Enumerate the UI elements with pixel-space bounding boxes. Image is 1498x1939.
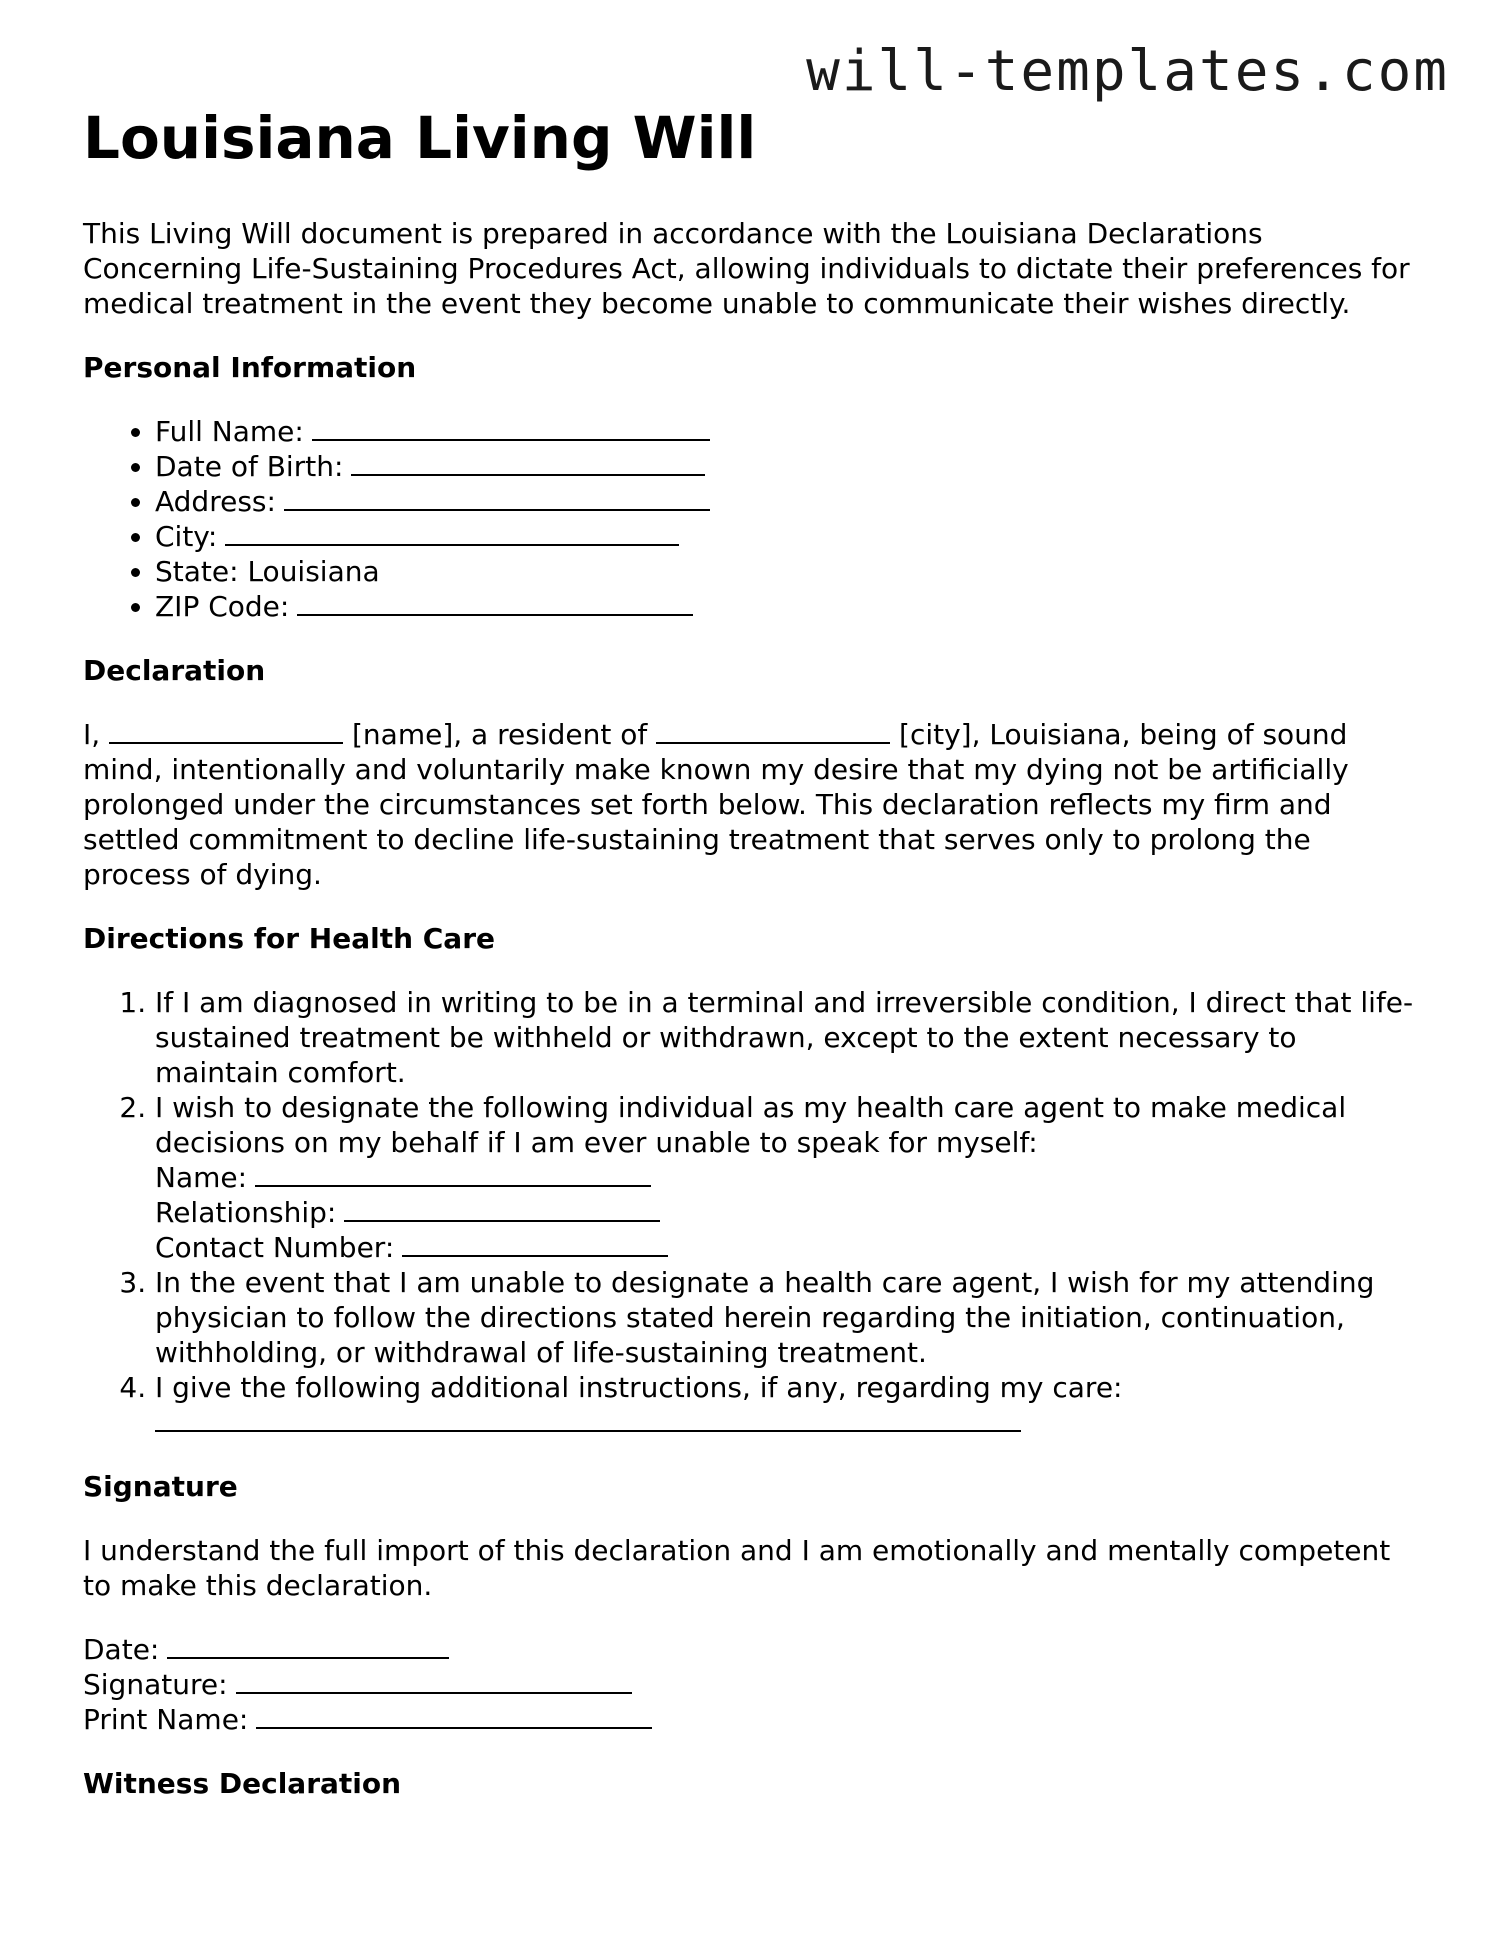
directions-heading: Directions for Health Care	[83, 922, 496, 955]
signature-date-field[interactable]	[167, 1656, 449, 1659]
declaration-paragraph: I, [name], a resident of [city], Louisiana, being of sound mind, intentionally and voluntarily make known my desire that my dying not be artificially prolonged under the circumstances set forth below. This declaration reflects my firm and settled commitment to decline life-sustaining treatment that serves only to prolong the process of dying.	[83, 718, 1349, 891]
signature-row: Signature:	[83, 1667, 1423, 1702]
list-item-zip: • ZIP Code:	[155, 589, 1423, 624]
list-item-state: • State: Louisiana	[155, 554, 1423, 589]
document-title: Louisiana Living Will	[83, 104, 757, 172]
direction-item-2: 2. I wish to designate the following individual as my health care agent to make medical decisions on my behalf if I am ever unable to speak for myself: Name: Relationship: Contact Number:	[155, 1090, 1423, 1265]
personal-info-list	[83, 414, 1423, 624]
agent-relationship-row: Relationship:	[155, 1195, 1423, 1230]
agent-name-field[interactable]	[255, 1184, 651, 1187]
agent-relationship-field[interactable]	[344, 1219, 660, 1222]
print-name-row: Print Name:	[83, 1702, 1423, 1737]
list-item-city: • City:	[155, 519, 1423, 554]
address-field[interactable]	[284, 508, 710, 511]
additional-instructions-row	[155, 1405, 1423, 1440]
signature-date-row: Date:	[83, 1632, 1423, 1667]
declarant-name-field[interactable]	[109, 741, 343, 744]
print-name-field[interactable]	[256, 1726, 652, 1729]
city-field[interactable]	[225, 543, 679, 546]
directions-list	[83, 985, 1423, 1440]
list-item-full-name: • Full Name:	[155, 414, 1423, 449]
personal-info-heading: Personal Information	[83, 351, 417, 384]
agent-name-row: Name:	[155, 1160, 1423, 1195]
agent-contact-field[interactable]	[402, 1254, 668, 1257]
direction-item-1: 1. If I am diagnosed in writing to be in a terminal and irreversible condition, I direct that life-sustained treatment be withheld or withdrawn, except to the extent necessary to maintain comfort.	[155, 985, 1423, 1090]
additional-instructions-field[interactable]	[155, 1429, 1021, 1432]
signature-fields	[83, 1632, 1423, 1737]
date-of-birth-field[interactable]	[351, 473, 705, 476]
list-item-date-of-birth: • Date of Birth:	[155, 449, 1423, 484]
zip-code-field[interactable]	[297, 613, 693, 616]
direction-item-4: 4. I give the following additional instructions, if any, regarding my care:	[155, 1370, 1423, 1440]
list-item-address: • Address:	[155, 484, 1423, 519]
full-name-field[interactable]	[312, 438, 710, 441]
declaration-heading: Declaration	[83, 654, 266, 687]
declarant-city-field[interactable]	[656, 741, 890, 744]
signature-heading: Signature	[83, 1470, 238, 1503]
document-body	[83, 216, 1423, 1830]
site-watermark: will-templates.com	[806, 39, 1449, 104]
signature-statement: I understand the full import of this declaration and I am emotionally and mentally competent to make this declaration.	[83, 1534, 1391, 1602]
direction-item-3: 3. In the event that I am unable to designate a health care agent, I wish for my attending physician to follow the directions stated herein regarding the initiation, continuation, withholding, or withdrawal of life-sustaining treatment.	[155, 1265, 1423, 1370]
signature-field[interactable]	[236, 1691, 632, 1694]
agent-contact-row: Contact Number:	[155, 1230, 1423, 1265]
witness-heading: Witness Declaration	[83, 1767, 402, 1800]
intro-paragraph: This Living Will document is prepared in accordance with the Louisiana Declarations Concerning Life-Sustaining Procedures Act, allowing individuals to dictate their preferences for medical treatment in the event they become unable to communicate their wishes directly.	[83, 217, 1410, 320]
